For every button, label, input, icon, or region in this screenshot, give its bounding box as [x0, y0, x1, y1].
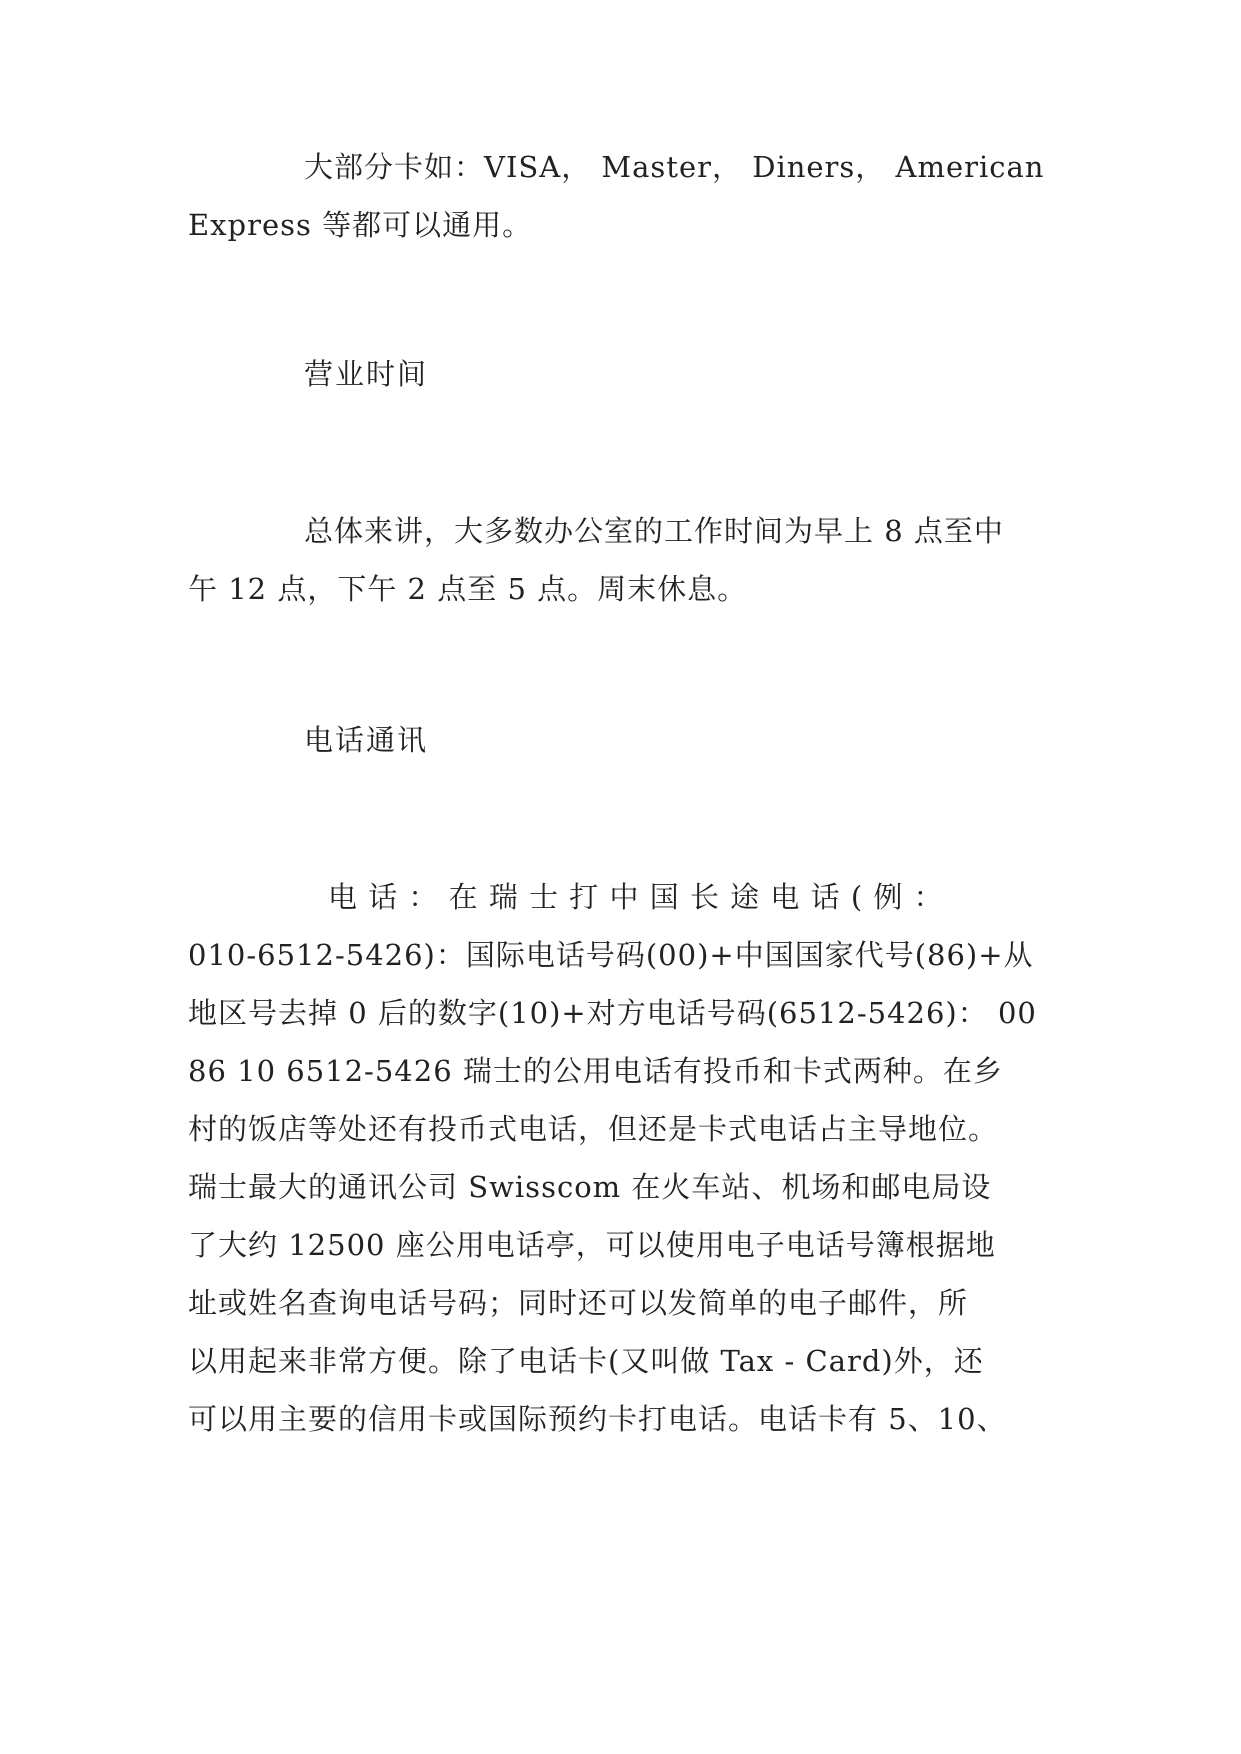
telecom-paragraph-line-8: 址或姓名查询电话号码；同时还可以发简单的电子邮件，所 [188, 1286, 969, 1320]
telecom-paragraph-line-3: 地区号去掉 0 后的数字(10)+对方电话号码(6512-5426)： 00 [188, 996, 1037, 1030]
telecom-paragraph-line-2: 010-6512-5426)：国际电话号码(00)+中国国家代号(86)+从 [188, 938, 1034, 972]
cards-paragraph-line-1: 大部分卡如：VISA， Master， Diners， American [304, 150, 1045, 184]
telecom-paragraph-line-4: 86 10 6512-5426 瑞士的公用电话有投币和卡式两种。在乡 [188, 1054, 1003, 1088]
hours-paragraph-line-1: 总体来讲，大多数办公室的工作时间为早上 8 点至中 [304, 514, 1004, 548]
telecom-paragraph-line-1: 电 话 ： 在 瑞 士 打 中 国 长 途 电 话 ( 例 ： [328, 880, 944, 914]
telecom-heading: 电话通讯 [304, 723, 429, 757]
telecom-paragraph-line-10: 可以用主要的信用卡或国际预约卡打电话。电话卡有 5、10、 [188, 1402, 1007, 1436]
cards-paragraph [188, 138, 1050, 254]
telecom-paragraph [188, 868, 1050, 1448]
telecom-paragraph-line-7: 了大约 12500 座公用电话亭，可以使用电子电话号簿根据地 [188, 1228, 996, 1262]
hours-heading: 营业时间 [304, 357, 429, 391]
telecom-paragraph-line-5: 村的饭店等处还有投币式电话，但还是卡式电话占主导地位。 [188, 1112, 999, 1146]
telecom-paragraph-line-9: 以用起来非常方便。除了电话卡(又叫做 Tax - Card)外，还 [188, 1344, 984, 1378]
cards-paragraph-line-2: Express 等都可以通用。 [188, 208, 533, 242]
hours-paragraph-line-2: 午 12 点，下午 2 点至 5 点。周末休息。 [188, 572, 748, 606]
hours-paragraph [188, 502, 1050, 618]
telecom-paragraph-line-6: 瑞士最大的通讯公司 Swisscom 在火车站、机场和邮电局设 [188, 1170, 992, 1204]
